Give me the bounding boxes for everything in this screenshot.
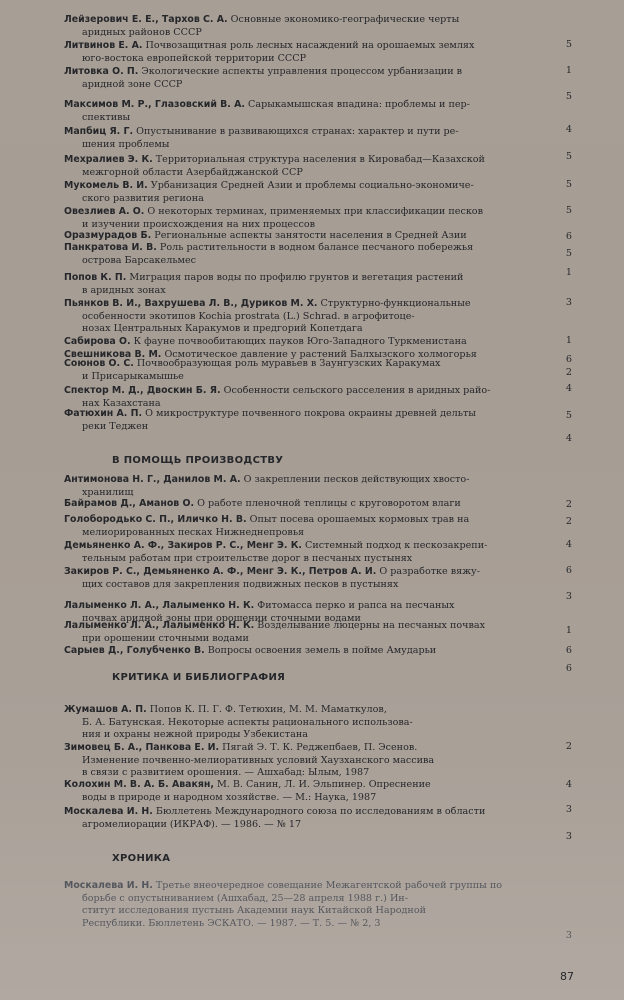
entry-page-number: 6	[565, 230, 572, 242]
entry-title: Пягай Э. Т. К. Реджепбаев, П. Эсенов.	[222, 742, 418, 753]
index-entry	[64, 154, 554, 179]
entry-line	[64, 323, 554, 336]
entry-author: Литовка О. П.	[64, 66, 139, 77]
entry-title: Почвозащитная роль лесных насаждений на орошаемых землях	[145, 40, 475, 51]
entry-title: нах Казахстана	[82, 397, 161, 409]
entry-line	[64, 167, 554, 180]
entry-title: реки Теджен	[82, 420, 149, 432]
entry-title: Б. А. Батунская. Некоторые аспекты рационального использова-	[82, 716, 413, 728]
entry-author: Спектор М. Д., Двоскин Б. Я.	[64, 385, 221, 396]
index-entry	[64, 704, 554, 742]
index-entry	[64, 779, 554, 804]
index-entry	[64, 272, 554, 297]
entry-page-number: 5	[565, 204, 572, 216]
entry-line	[64, 579, 554, 592]
entry-title: хранилищ	[82, 486, 134, 498]
entry-title: Миграция паров воды по профилю грунтов и вегетация растений	[129, 272, 464, 283]
index-entry	[64, 298, 554, 336]
entry-author: Попов К. П.	[64, 272, 127, 283]
entry-author: Оразмурадов Б.	[64, 230, 152, 241]
entry-line	[64, 255, 554, 268]
entry-line	[64, 298, 554, 311]
entry-line	[64, 742, 554, 755]
entry-line	[64, 633, 554, 646]
entry-title: Опустынивание в развивающихся странах: характер и пути ре-	[136, 126, 459, 137]
entry-title: и изучении происхождения на них процессов	[82, 218, 316, 230]
entry-title: Республики. Бюллетень ЭСКАТО. — 1987. — Т. 5. — № 2, 3	[82, 917, 381, 929]
entry-line	[64, 474, 554, 487]
entry-page-number: 2	[565, 367, 572, 378]
entry-line	[64, 514, 554, 527]
entry-title: при орошении сточными водами	[82, 632, 249, 644]
entry-title: О разработке вяжу-	[379, 566, 480, 577]
entry-line	[64, 206, 554, 219]
entry-line	[64, 193, 554, 206]
index-entry	[64, 242, 554, 267]
entry-line	[64, 755, 554, 768]
entry-title: Попов К. П. Г. Ф. Тетюхин, М. М. Маматкулов,	[149, 704, 387, 715]
entry-line	[64, 180, 554, 193]
entry-line	[64, 99, 554, 112]
entry-author: Закиров Р. С., Демьяненко А. Ф., Менг Э. К., Петров А. И.	[64, 566, 377, 577]
index-entry	[64, 498, 554, 511]
entry-author: Лейзерович Е. Е., Тархов С. А.	[64, 14, 228, 25]
page-number: 87	[560, 970, 574, 983]
index-entry	[64, 474, 554, 499]
entry-title: почвах аридной зоны при орошении сточными водами	[82, 612, 361, 624]
entry-title: особенности экотипов Kochia prostrata (L.) Schrad. в агрофитоце-	[82, 310, 415, 322]
entry-author: Байрамов Д., Аманов О.	[64, 498, 195, 509]
entry-title: Сарыкамышская впадина: проблемы и пер-	[248, 99, 470, 110]
entry-title: ния и охраны нежной природы Узбекистана	[82, 729, 308, 741]
entry-title: Основные экономико-географические черты	[230, 14, 460, 25]
section-heading: В ПОМОЩЬ ПРОИЗВОДСТВУ	[112, 455, 284, 466]
entry-page-number: 3	[565, 929, 572, 941]
entry-title: Вопросы освоения земель в пойме Амударьи	[207, 645, 437, 656]
entry-author: Свешникова В. М.	[64, 349, 162, 360]
entry-title: в аридных зонах	[82, 284, 166, 296]
entry-title: Третье внеочередное совещание Межагентской рабочей группы по	[155, 880, 503, 891]
entry-author: Сабирова О.	[64, 336, 131, 347]
entry-title: воды в природе и народном хозяйстве. — М.: Наука, 1987	[82, 791, 377, 803]
entry-title: Роль растительности в водном балансе песчаного побережья	[159, 242, 474, 253]
entry-title: аридной зоне СССР	[82, 78, 183, 90]
entry-author: Демьяненко А. Ф., Закиров Р. С., Менг Э. К.	[64, 540, 302, 551]
entry-line	[64, 729, 554, 742]
entry-title: Осмотическое давление у растений Балхызского холмогорья	[164, 349, 477, 360]
entry-author: Максимов М. Р., Глазовский В. А.	[64, 99, 245, 110]
entry-title: шения проблемы	[82, 138, 170, 150]
index-entry	[64, 806, 554, 831]
entry-title: ского развития региона	[82, 192, 204, 204]
entry-title: аридных районов СССР	[82, 26, 202, 38]
entry-page-number: 4	[565, 538, 572, 550]
entry-line	[64, 553, 554, 566]
entry-line	[64, 498, 554, 511]
entry-line	[64, 905, 554, 918]
entry-line	[64, 600, 554, 613]
entry-title: мелиорированных песках Нижнеднепровья	[82, 526, 305, 538]
entry-title: нозах Центральных Каракумов и предгорий Копетдага	[82, 323, 363, 335]
entry-author: Зимовец Б. А., Панкова Е. И.	[64, 742, 220, 753]
entry-title: Структурно-функциональные	[320, 298, 471, 309]
entry-title: в связи с развитием орошения. — Ашхабад: Ылым, 1987	[82, 767, 370, 779]
entry-author: Союнов О. С.	[64, 358, 134, 369]
entry-title: Особенности сельского расселения в аридных райо-	[223, 385, 491, 396]
entry-author: Мехралиев Э. К.	[64, 154, 153, 165]
entry-page-number: 2	[565, 498, 572, 510]
entry-author: Москалева И. Н.	[64, 880, 153, 891]
entry-line	[64, 717, 554, 730]
entry-line	[64, 154, 554, 167]
index-entry	[64, 566, 554, 591]
entry-line	[64, 272, 554, 285]
entry-title: агромелиорации (ИКРАФ). — 1986. — № 17	[82, 818, 302, 830]
entry-line	[64, 126, 554, 139]
entry-author: Литвинов Е. А.	[64, 40, 143, 51]
entry-author: Жумашов А. П.	[64, 704, 147, 715]
entry-line	[64, 371, 554, 384]
entry-page-number: 5	[565, 38, 572, 50]
entry-page-number: 1	[565, 335, 572, 347]
entry-title: О микроструктуре почвенного покрова окраины древней дельты	[145, 408, 476, 419]
entry-title: Территориальная структура населения в Кировабад—Казахской	[155, 154, 485, 165]
entry-page-number: 1	[565, 64, 572, 76]
index-entry	[64, 230, 554, 243]
entry-line	[64, 112, 554, 125]
entry-title: О работе пленочной теплицы с круговоротом влаги	[197, 498, 461, 509]
entry-line	[64, 285, 554, 298]
entry-line	[64, 230, 554, 243]
entry-title: Экологические аспекты управления процессом урбанизации в	[141, 66, 463, 77]
entry-page-number: 3	[565, 590, 572, 602]
entry-page-number: 5	[565, 409, 572, 421]
index-entry	[64, 742, 554, 780]
entry-author: Колохин М. В. А. Б. Авакян,	[64, 779, 214, 790]
entry-title: ститут исследования пустынь Академии наук Китайской Народной	[82, 905, 426, 917]
entry-line	[64, 566, 554, 579]
entry-title: Бюллетень Международного союза по исследованиям в области	[155, 806, 486, 817]
index-entry	[64, 645, 554, 658]
index-entry	[64, 880, 554, 930]
entry-title: щих составов для закрепления подвижных песков в пустынях	[82, 578, 399, 590]
entry-line	[64, 311, 554, 324]
index-entry	[64, 514, 554, 539]
entry-author: Лалыменко Л. А., Лалыменко Н. К.	[64, 600, 255, 611]
entry-line	[64, 779, 554, 792]
entry-page-number: 2	[565, 516, 572, 527]
entry-page-number: 4	[565, 123, 572, 135]
index-entry	[64, 358, 554, 383]
section-heading: ХРОНИКА	[112, 853, 171, 864]
entry-title: О некоторых терминах, применяемых при классификации песков	[147, 206, 483, 217]
entry-page-number: 1	[565, 266, 572, 278]
entry-line	[64, 880, 554, 893]
entry-title: Фитомасса перко и рапса на песчаных	[257, 600, 455, 611]
entry-title: М. В. Санин, Л. И. Эльпинер. Опреснение	[216, 779, 431, 790]
entry-line	[64, 358, 554, 371]
index-entry	[64, 99, 554, 124]
entry-title: Региональные аспекты занятости населения в Средней Азии	[154, 230, 467, 241]
index-entry	[64, 540, 554, 565]
entry-author: Сарыев Д., Голубченко В.	[64, 645, 205, 656]
entry-line	[64, 806, 554, 819]
entry-author: Фатюхин А. П.	[64, 408, 143, 419]
entry-line	[64, 767, 554, 780]
section-heading: КРИТИКА И БИБЛИОГРАФИЯ	[112, 672, 286, 683]
index-entry	[64, 14, 554, 39]
entry-author: Мапбиц Я. Г.	[64, 126, 134, 137]
entry-page-number: 5	[565, 248, 572, 259]
entry-line	[64, 79, 554, 92]
entry-author: Овезлиев А. О.	[64, 206, 145, 217]
entry-line	[64, 918, 554, 931]
entry-page-number: 3	[565, 803, 572, 815]
entry-line	[64, 408, 554, 421]
index-entry	[64, 408, 554, 433]
entry-title: Опыт посева орошаемых кормовых трав на	[249, 514, 470, 525]
entry-line	[64, 620, 554, 633]
entry-page-number: 3	[565, 830, 572, 842]
entry-line	[64, 704, 554, 717]
entry-page-number: 4	[565, 382, 572, 394]
entry-title: и Присарыкамышье	[82, 370, 184, 382]
index-entry	[64, 385, 554, 410]
entry-page-number: 5	[565, 150, 572, 162]
entry-page-number: 2	[565, 741, 572, 753]
entry-title: межгорной области Азербайджанской ССР	[82, 166, 303, 178]
entry-author: Антимонова Н. Г., Данилов М. А.	[64, 474, 241, 485]
entry-page-number: 5	[565, 178, 572, 190]
entry-title: тельным работам при строительстве дорог в песчаных пустынях	[82, 552, 413, 564]
entry-author: Москалева И. Н.	[64, 806, 153, 817]
entry-author: Лалыменко Л. А., Лалыменко Н. К.	[64, 620, 255, 631]
entry-line	[64, 421, 554, 434]
entry-line	[64, 40, 554, 53]
index-entry	[64, 126, 554, 151]
entry-line	[64, 385, 554, 398]
index-entry	[64, 620, 554, 645]
entry-page-number: 6	[565, 644, 572, 656]
entry-line	[64, 27, 554, 40]
entry-title: Возделывание люцерны на песчаных почвах	[257, 620, 485, 631]
entry-line	[64, 242, 554, 255]
entry-line	[64, 540, 554, 553]
entry-title: спективы	[82, 111, 131, 123]
index-entry	[64, 40, 554, 65]
entry-line	[64, 645, 554, 658]
index-entry	[64, 66, 554, 91]
index-entry	[64, 206, 554, 231]
entry-page-number: 6	[565, 564, 572, 576]
entry-title: юго-востока европейской территории СССР	[82, 52, 307, 64]
entry-line	[64, 336, 554, 349]
entry-title: острова Барсакельмес	[82, 254, 197, 266]
entry-author: Пьянков В. И., Вахрушева Л. В., Дуриков М. Х.	[64, 298, 318, 309]
entry-line	[64, 792, 554, 805]
index-entry	[64, 180, 554, 205]
entry-author: Голобородько С. П., Иличко Н. В.	[64, 514, 247, 525]
entry-page-number: 4	[565, 779, 572, 791]
entry-line	[64, 66, 554, 79]
entry-line	[64, 14, 554, 27]
entry-line	[64, 139, 554, 152]
entry-page-number: 1	[565, 624, 572, 636]
entry-author: Мукомель В. И.	[64, 180, 148, 191]
entry-title: борьбе с опустыниванием (Ашхабад, 25—28 апреля 1988 г.) Ин-	[82, 892, 408, 904]
entry-page-number: 3	[565, 296, 572, 308]
entry-page-number: 5	[565, 90, 572, 102]
entry-title: Урбанизация Средней Азии и проблемы социально-экономиче-	[150, 180, 474, 191]
entry-title: О закреплении песков действующих хвосто-	[243, 474, 470, 485]
entry-title: К фауне почвообитающих пауков Юго-Западного Туркменистана	[133, 336, 467, 347]
entry-line	[64, 819, 554, 832]
entry-page-number: 6	[565, 663, 572, 674]
entry-line	[64, 893, 554, 906]
entry-line	[64, 527, 554, 540]
entry-author: Панкратова И. В.	[64, 242, 157, 253]
entry-page-number: 4	[565, 432, 572, 444]
entry-title: Почвообразующая роль муравьев в Заунгузских Каракумах	[136, 358, 441, 369]
index-entry	[64, 336, 554, 349]
entry-title: Системный подход к пескозакрепи-	[305, 540, 488, 551]
entry-title: Изменение почвенно-мелиоративных условий Хаузханского массива	[82, 754, 435, 766]
entry-page-number: 6	[565, 354, 572, 365]
entry-line	[64, 53, 554, 66]
